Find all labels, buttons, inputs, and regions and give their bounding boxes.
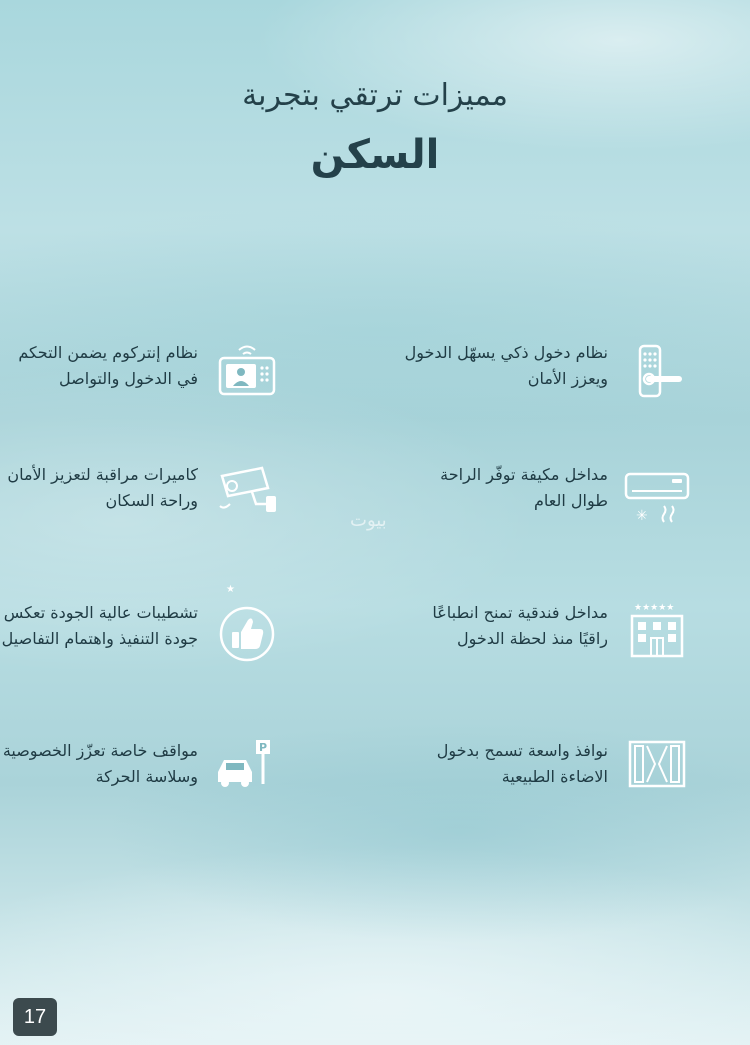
feature-line2: راقيًا منذ لحظة الدخول (457, 629, 608, 648)
svg-text:★: ★ (226, 584, 235, 595)
svg-text:★★★★★: ★★★★★ (634, 603, 675, 613)
feature-line1: نظام دخول ذكي يسهّل الدخول (404, 343, 608, 362)
feature-line2: ويعزز الأمان (527, 369, 608, 388)
window-icon (622, 736, 692, 806)
feature-line1: نظام إنتركوم يضمن التحكم (18, 343, 198, 362)
page-title-line2: السكن (310, 132, 440, 178)
intercom-icon (212, 338, 282, 408)
feature-hotel-entrances (352, 598, 692, 698)
feature-line1: مداخل مكيفة توفّر الراحة (440, 465, 608, 484)
feature-line1: تشطيبات عالية الجودة تعكس (3, 603, 198, 622)
air-conditioner-icon (622, 460, 692, 530)
feature-line2: طوال العام (534, 491, 608, 510)
feature-finishes (0, 584, 282, 698)
feature-line2: في الدخول والتواصل (59, 369, 198, 388)
feature-line2: الاضاءة الطبيعية (501, 767, 608, 786)
feature-intercom (0, 338, 282, 438)
feature-line1: كاميرات مراقبة لتعزيز الأمان (7, 465, 198, 484)
thumbs-up-quality-icon (212, 584, 282, 668)
feature-line1: مواقف خاصة تعزّز الخصوصية (2, 741, 198, 760)
page-title-line1: مميزات ترتقي بتجربة (242, 78, 508, 113)
watermark-logo: بيوت (350, 510, 387, 531)
feature-line1: مداخل فندقية تمنح انطباعًا (432, 603, 608, 622)
parking-car-icon (212, 736, 282, 806)
page-number-badge: 17 (13, 998, 57, 1036)
hotel-building-icon (622, 598, 692, 668)
feature-smart-entry (352, 338, 692, 438)
feature-parking (0, 736, 282, 836)
feature-line1: نوافذ واسعة تسمح بدخول (436, 741, 608, 760)
svg-text:✳: ✳ (636, 508, 648, 524)
smart-lock-icon (622, 338, 692, 408)
feature-ac-entrances (352, 460, 692, 560)
feature-windows (352, 736, 692, 836)
feature-line2: وسلاسة الحركة (95, 767, 198, 786)
svg-text:P: P (259, 741, 268, 754)
security-camera-icon (212, 460, 282, 530)
feature-cameras (0, 460, 282, 560)
feature-line2: وراحة السكان (105, 491, 198, 510)
feature-line2: جودة التنفيذ واهتمام التفاصيل (1, 629, 198, 648)
